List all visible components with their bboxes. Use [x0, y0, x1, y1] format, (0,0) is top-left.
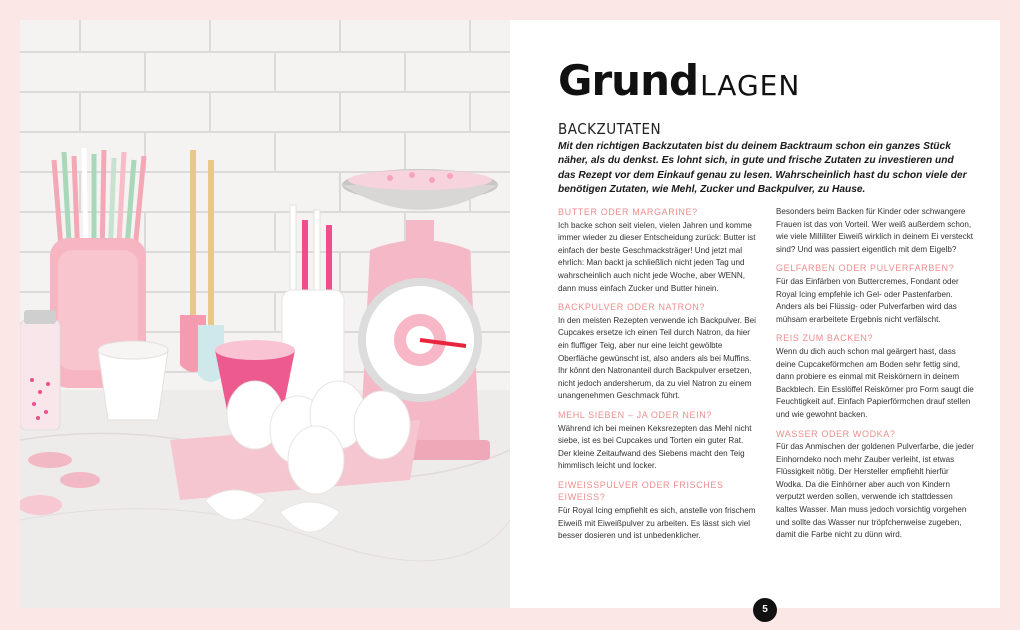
page-number: 5 — [753, 598, 777, 622]
heading-backpulver: BACKPULVER ODER NATRON? — [558, 302, 705, 313]
paragraph-backpulver: In den meisten Rezepten verwende ich Backpulver. Bei Cupcakes ersetze ich einen Teil durch Natron, da hier ein fluffiger Teig, aber nur eine leicht gewölbte Oberfläche gewünscht ist, also anders als bei Muffins. Ihr könnt den Natronanteil durch Backpulver ersetzen, nicht jedoch andersherum, da zu viel Natron zu einem unangenehmen Geschmack führt. — [558, 315, 756, 401]
heading-butter: BUTTER ODER MARGARINE? — [558, 207, 698, 217]
heading-wasser: WASSER ODER WODKA? — [776, 428, 896, 439]
paragraph-reis: Wenn du dich auch schon mal geärgert hast, dass deine Cupcakeförmchen am Boden sehr fettig sind, dann probiere es einmal mit Reiskörnern in deinem Backblech. Ein Esslöffel Reiskörner pro Form saugt die Feuchtigkeit auf. Einfach Papierförmchen drauf stellen und wie gewohnt backen. — [776, 346, 974, 419]
heading-reis: REIS ZUM BACKEN? — [776, 333, 874, 344]
paragraph-eiweiss: Für Royal Icing empfiehlt es sich, anstelle von frischem Eiweiß mit Eiweißpulver zu arbeiten. Es lässt sich viel besser dosieren und ist unbedenklicher. — [558, 506, 756, 541]
heading-gelfarben: GELFARBEN ODER PULVERFARBEN? — [776, 263, 955, 274]
heading-eiweiss: EIWEISSPULVER ODER FRISCHES EIWEISS? — [558, 479, 724, 503]
text-page — [510, 20, 1000, 608]
baking-photo — [20, 20, 510, 608]
left-column — [558, 206, 758, 549]
page-title-bold: Grund — [558, 56, 699, 105]
paragraph-butter: Ich backe schon seit vielen, vielen Jahren und komme immer wieder zu dieser Entscheidung zurück: Butter ist einfach der beste Geschmacksträger! Und jetzt mal ehrlich: Man backt ja schließlich nicht jeden Tag und wahrscheinlich auch nicht jede Woche, aber WENN, dann muss einfach Zucker und Butter hinein. — [558, 220, 756, 293]
page-title-light: LAGEN — [700, 69, 801, 102]
section-title: BACKZUTATEN — [558, 120, 662, 138]
paragraph-eiweiss-cont: Besonders beim Backen für Kinder oder schwangere Frauen ist das von Vorteil. Wer weiß außerdem schon, wie viele Milliliter Eiweiß wirklich in deinem Ei versteckt sind? Und was passiert eigentlich mit dem Eigelb? — [776, 207, 973, 254]
paragraph-gelfarben: Für das Einfärben von Buttercremes, Fondant oder Royal Icing empfehle ich Gel- oder Pastenfarben. Anders als bei Flüssig- oder Pulverfarben wird das mühsam erarbeitete Ergebnis nicht verfälscht. — [776, 276, 959, 324]
heading-mehl: MEHL SIEBEN – JA ODER NEIN? — [558, 409, 712, 420]
intro-paragraph: Mit den richtigen Backzutaten bist du deinem Backtraum schon ein ganzes Stück näher, als du denkst. Es lohnt sich, in gute und frische Zutaten zu investieren und das Rezept vor dem Einkauf genau zu lesen. Wahrscheinlich hast du schon viele der benötigen Zutaten, wie Mehl, Zucker und Backpulver, zu Hause. — [558, 141, 967, 196]
baking-scene-illustration — [20, 20, 510, 608]
page-title — [558, 56, 800, 105]
right-column — [776, 206, 976, 548]
paragraph-wasser: Für das Anmischen der goldenen Pulverfarbe, die jeder Einhorndeko noch mehr Zauber verleiht, ist etwas Flüssigkeit nötig. Der Hersteller empfiehlt hierfür Wodka. Da die Einhörner aber auch von Kindern verputzt werden sollen, verwende ich stattdessen kaltes Wasser. Man muss jedoch vorsichtig vorgehen und sollte das Wasser nur tröpfchenweise zugeben, damit die Farbe nicht zu dünn wird. — [776, 442, 974, 540]
paragraph-mehl: Während ich bei meinen Keksrezepten das Mehl nicht siebe, ist es bei Cupcakes und Torten ein guter Rat. Der kleine Zeitaufwand des Siebens macht den Teig himmlisch leicht und locker. — [558, 423, 752, 471]
